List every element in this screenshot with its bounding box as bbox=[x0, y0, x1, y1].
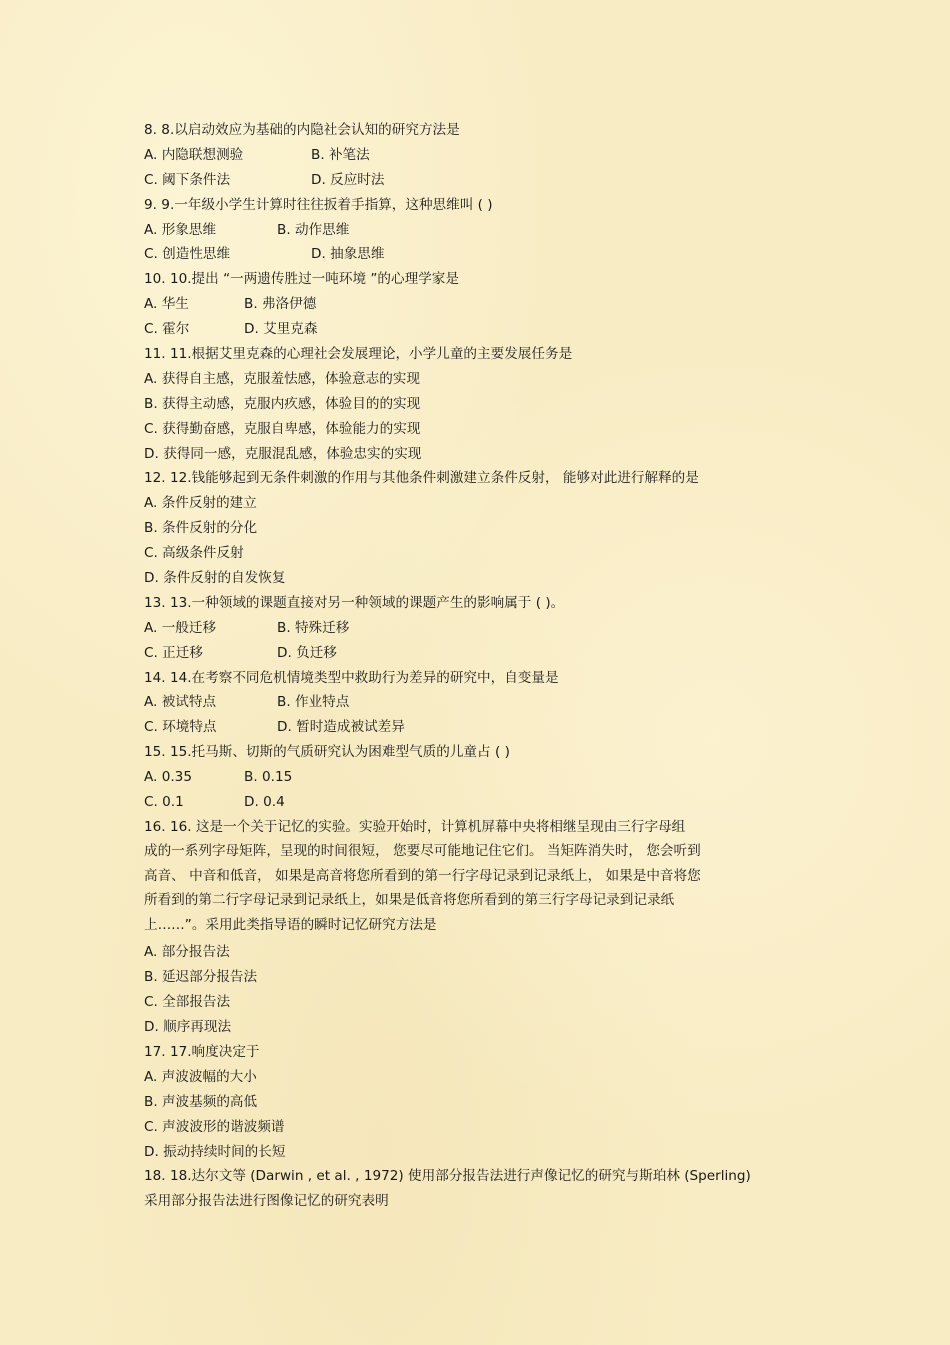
question-stem: 10. 10.提出 “一两遗传胜过一吨环境 ”的心理学家是 bbox=[144, 271, 459, 288]
option-d: D. 顺序再现法 bbox=[144, 1019, 232, 1036]
option-row bbox=[144, 765, 824, 790]
option-b: B. 延迟部分报告法 bbox=[144, 969, 258, 986]
option-b: B. 补笔法 bbox=[311, 146, 370, 163]
option-row bbox=[144, 641, 824, 666]
question-stem: 11. 11.根据艾里克森的心理社会发展理论，小学儿童的主要发展任务是 bbox=[144, 346, 573, 363]
option-c: C. 声波波形的谐波频谱 bbox=[144, 1118, 285, 1135]
question-stem: 12. 12.钱能够起到无条件刺激的作用与其他条件刺激建立条件反射， 能够对此进行解释的是 bbox=[144, 470, 699, 487]
option-row bbox=[144, 218, 824, 243]
question-stem: 17. 17.响度决定于 bbox=[144, 1044, 260, 1060]
option-c: C. 正迁移 bbox=[144, 644, 203, 661]
stem-line: 所看到的第二行字母记录到记录纸上，如果是低音将您所看到的第三行字母记录到记录纸 bbox=[144, 892, 675, 909]
stem-line: 成的一系列字母矩阵，呈现的时间很短， 您要尽可能地记住它们。 当矩阵消失时， 您会听到 bbox=[144, 843, 701, 860]
option-a: A. 一般迁移 bbox=[144, 619, 217, 636]
option-a: A. 获得自主感，克服羞怯感，体验意志的实现 bbox=[144, 370, 420, 387]
question-stem: 14. 14.在考察不同危机情境类型中救助行为差异的研究中，自变量是 bbox=[144, 669, 559, 686]
stem-line: 18. 18.达尔文等 (Darwin , et al. , 1972) 使用部分报告法进行声像记忆的研究与斯珀林 (Sperling) bbox=[144, 1168, 751, 1185]
option-a: A. 条件反射的建立 bbox=[144, 495, 257, 512]
option-c: C. 获得勤奋感，克服自卑感，体验能力的实现 bbox=[144, 420, 421, 437]
option-a: A. 声波波幅的大小 bbox=[144, 1068, 257, 1085]
option-d: D. 抽象思维 bbox=[311, 246, 385, 263]
option-d: D. 暂时造成被试差异 bbox=[277, 719, 405, 736]
question-stem bbox=[144, 815, 824, 938]
option-row bbox=[144, 168, 824, 193]
option-b: B. 声波基频的高低 bbox=[144, 1093, 258, 1110]
option-b: B. 条件反射的分化 bbox=[144, 520, 258, 537]
option-b: B. 弗洛伊德 bbox=[244, 296, 317, 313]
stem-line: 高音、 中音和低音， 如果是高音将您所看到的第一行字母记录到记录纸上， 如果是中音将您 bbox=[144, 867, 701, 884]
option-row bbox=[144, 143, 824, 168]
stem-line: 采用部分报告法进行图像记忆的研究表明 bbox=[144, 1193, 389, 1210]
question-stem: 13. 13.一种领域的课题直接对另一种领域的课题产生的影响属于 ( )。 bbox=[144, 594, 565, 611]
option-c: C. 霍尔 bbox=[144, 321, 190, 338]
option-b: B. 获得主动感，克服内疚感，体验目的的实现 bbox=[144, 395, 421, 412]
option-a: A. 部分报告法 bbox=[144, 944, 230, 961]
option-c: C. 创造性思维 bbox=[144, 246, 231, 263]
option-row bbox=[144, 715, 824, 740]
option-row bbox=[144, 242, 824, 267]
option-row bbox=[144, 317, 824, 342]
option-d: D. 获得同一感，克服混乱感，体验忠实的实现 bbox=[144, 445, 422, 462]
option-a: A. 0.35 bbox=[144, 769, 192, 786]
option-a: A. 华生 bbox=[144, 296, 189, 313]
option-a: A. 内隐联想测验 bbox=[144, 146, 244, 163]
question-page bbox=[144, 118, 824, 1214]
option-b: B. 特殊迁移 bbox=[277, 619, 350, 636]
stem-line: 16. 16. 这是一个关于记忆的实验。实验开始时，计算机屏幕中央将相继呈现由三行字母组 bbox=[144, 818, 686, 835]
question-stem: 15. 15.托马斯、切斯的气质研究认为困难型气质的儿童占 ( ) bbox=[144, 744, 510, 761]
option-b: B. 作业特点 bbox=[277, 694, 350, 711]
question-stem bbox=[144, 1164, 824, 1214]
option-d: D. 0.4 bbox=[244, 794, 285, 811]
option-row bbox=[144, 616, 824, 641]
stem-line: 上……”。采用此类指导语的瞬时记忆研究方法是 bbox=[144, 916, 437, 933]
option-d: D. 条件反射的自发恢复 bbox=[144, 570, 286, 587]
question-stem: 9. 9.一年级小学生计算时往往扳着手指算，这种思维叫 ( ) bbox=[144, 196, 493, 213]
option-d: D. 负迁移 bbox=[277, 644, 337, 661]
option-b: B. 0.15 bbox=[244, 769, 293, 786]
option-row bbox=[144, 790, 824, 815]
option-b: B. 动作思维 bbox=[277, 221, 350, 238]
option-c: C. 高级条件反射 bbox=[144, 545, 244, 562]
option-d: D. 艾里克森 bbox=[244, 321, 318, 338]
option-c: C. 阈下条件法 bbox=[144, 171, 231, 188]
option-d: D. 振动持续时间的长短 bbox=[144, 1143, 286, 1160]
option-c: C. 环境特点 bbox=[144, 719, 217, 736]
option-c: C. 0.1 bbox=[144, 794, 184, 811]
option-row bbox=[144, 292, 824, 317]
question-stem: 8. 8.以启动效应为基础的内隐社会认知的研究方法是 bbox=[144, 122, 460, 138]
option-d: D. 反应时法 bbox=[311, 171, 385, 188]
option-c: C. 全部报告法 bbox=[144, 994, 231, 1011]
option-row bbox=[144, 690, 824, 715]
option-a: A. 形象思维 bbox=[144, 221, 217, 238]
option-a: A. 被试特点 bbox=[144, 694, 217, 711]
